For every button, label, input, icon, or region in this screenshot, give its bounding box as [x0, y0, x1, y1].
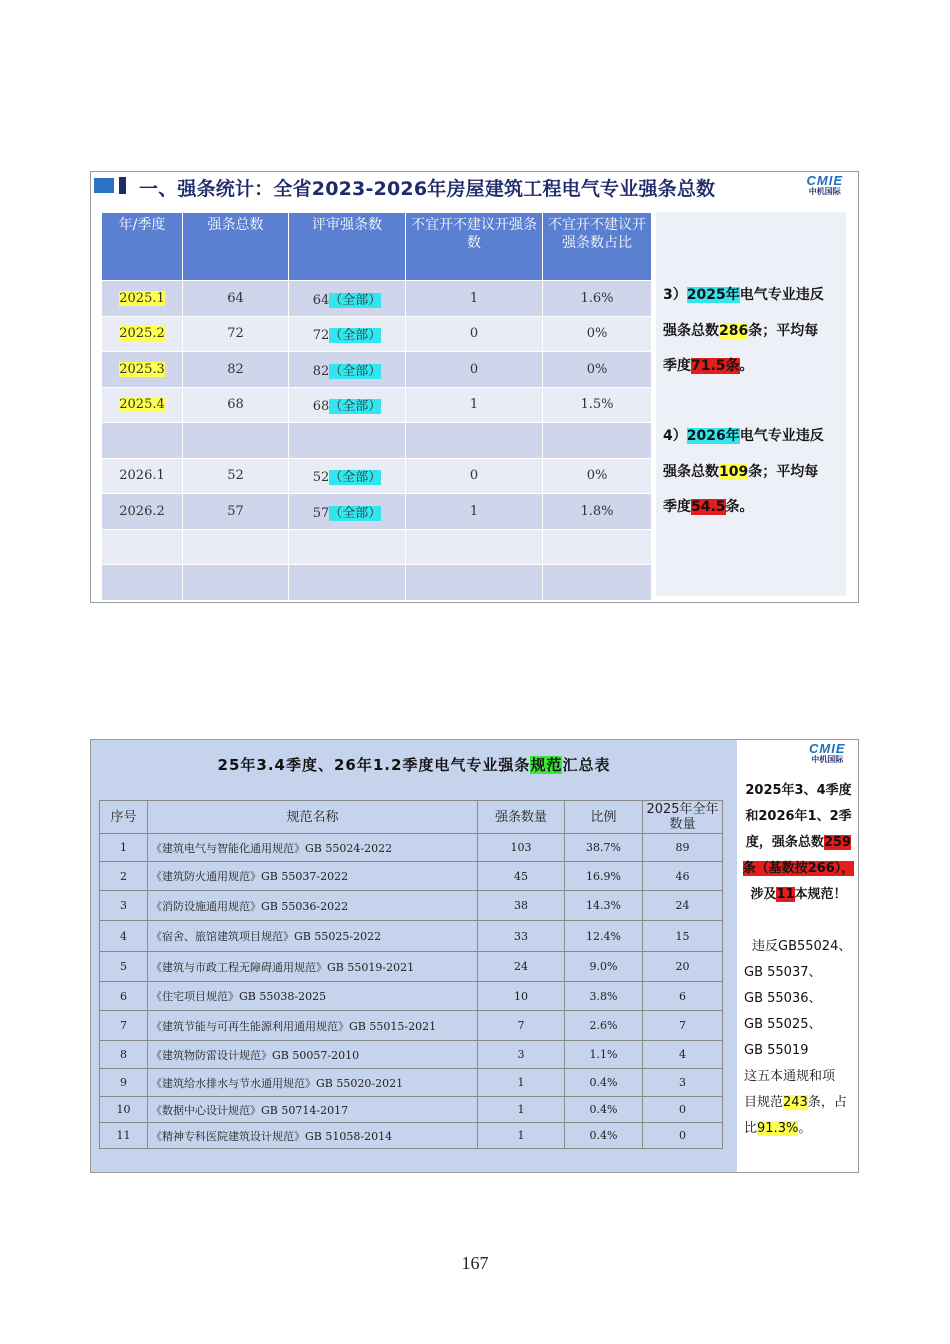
- table-header-row: [102, 213, 652, 281]
- violation-line-8: 比: [744, 1121, 758, 1136]
- cell-not-open: 0: [406, 316, 543, 352]
- col-header-count: 强条数量: [478, 801, 565, 834]
- cell-ratio: 0.4%: [565, 1123, 643, 1149]
- summary-2026-average: 54.5: [691, 499, 726, 515]
- cell-ratio: [543, 423, 652, 459]
- summary-line-4: 条（基数按266），: [742, 861, 855, 876]
- cell-ratio: 0%: [543, 316, 652, 352]
- cell-ratio: 14.3%: [565, 891, 643, 921]
- summary-2026-line3: 季度: [663, 499, 691, 515]
- cell-standard-name: 《精神专科医院建筑设计规范》GB 51058-2014: [148, 1123, 478, 1149]
- col-header-index: 序号: [100, 801, 148, 834]
- cell-index: 9: [100, 1069, 148, 1097]
- cell-reviewed: [289, 281, 406, 317]
- table-row: [102, 529, 652, 565]
- col-header-not-open-ratio: 不宜开不建议开强条数占比: [543, 213, 652, 281]
- cell-index: 4: [100, 921, 148, 952]
- slide2-title-end: 汇总表: [562, 756, 611, 774]
- cell-period: [102, 423, 183, 459]
- cell-count: 7: [478, 1011, 565, 1041]
- cell-ratio: 0.4%: [565, 1097, 643, 1123]
- table-row: [102, 316, 652, 352]
- cell-ratio: 1.6%: [543, 281, 652, 317]
- cell-not-open: [406, 529, 543, 565]
- cell-ratio: 1.8%: [543, 494, 652, 530]
- reviewed-count: 72: [312, 328, 330, 344]
- title-marker-bar: [119, 177, 126, 194]
- summary-2025-number: 3）: [663, 287, 687, 303]
- quarterly-stats-table: [101, 212, 652, 601]
- summary-2026-line2: 强条总数: [663, 463, 719, 480]
- cell-standard-name: 《住宅项目规范》GB 55038-2025: [148, 982, 478, 1011]
- slide-title: 一、强条统计：全省2023-2026年房屋建筑工程电气专业强条总数: [139, 178, 716, 200]
- table-row: [100, 862, 723, 891]
- cell-ratio: 9.0%: [565, 952, 643, 982]
- cell-ratio: [543, 529, 652, 565]
- col-header-total: 强条总数: [183, 213, 289, 281]
- reviewed-count: 82: [312, 363, 330, 379]
- reviewed-tag: （全部）: [329, 363, 382, 379]
- table-row: [100, 1069, 723, 1097]
- cell-count: 45: [478, 862, 565, 891]
- summary-total-count: 259: [823, 835, 852, 850]
- table-row: [100, 1041, 723, 1069]
- violation-line-5: GB 55019: [744, 1043, 809, 1058]
- col-header-reviewed: 评审强条数: [289, 213, 406, 281]
- cell-period: [102, 529, 183, 565]
- cell-index: 10: [100, 1097, 148, 1123]
- col-header-not-open: 不宜开不建议开强条数: [406, 213, 543, 281]
- cell-2025-count: 4: [643, 1041, 723, 1069]
- summary-2026-line1: 电气专业违反: [739, 428, 824, 444]
- summary-side-panel: [739, 740, 858, 1172]
- cell-count: 103: [478, 834, 565, 862]
- table-row: [100, 982, 723, 1011]
- col-header-period: 年/季度: [102, 213, 183, 281]
- cell-reviewed: [289, 494, 406, 530]
- cell-total: 57: [183, 494, 289, 530]
- summary-panel: [656, 212, 846, 596]
- cell-period: [102, 494, 183, 530]
- cell-2025-count: 3: [643, 1069, 723, 1097]
- cell-ratio: 3.8%: [565, 982, 643, 1011]
- cell-total: 64: [183, 281, 289, 317]
- summary-2025-line2-end: 条；平均每: [748, 322, 819, 339]
- cell-total: [183, 565, 289, 601]
- cell-period: [102, 316, 183, 352]
- period-label: 2025.2: [119, 326, 165, 342]
- violation-line-1: 违反GB55024、: [752, 939, 852, 954]
- cell-not-open: [406, 565, 543, 601]
- table-row: [102, 458, 652, 494]
- summary-2026-line3-end: 条。: [725, 499, 754, 515]
- cell-reviewed: [289, 458, 406, 494]
- cell-ratio: 0.4%: [565, 1069, 643, 1097]
- cell-total: 72: [183, 316, 289, 352]
- col-header-ratio: 比例: [565, 801, 643, 834]
- logo-subtext: 中机国际: [811, 755, 844, 764]
- cell-index: 5: [100, 952, 148, 982]
- summary-2025-line2: 强条总数: [663, 322, 719, 339]
- table-header-row: [100, 801, 723, 834]
- cell-ratio: 0%: [543, 352, 652, 388]
- table-row: [100, 1011, 723, 1041]
- summary-line-5: 涉及: [750, 887, 777, 902]
- cell-count: 33: [478, 921, 565, 952]
- cell-index: 8: [100, 1041, 148, 1069]
- cell-2025-count: 15: [643, 921, 723, 952]
- summary-line-5-end: 本规范！: [794, 887, 847, 902]
- cmie-logo: [809, 743, 846, 765]
- summary-2026-line2-end: 条；平均每: [748, 463, 819, 480]
- table-row: [100, 891, 723, 921]
- table-row: [102, 387, 652, 423]
- cell-ratio: 38.7%: [565, 834, 643, 862]
- cell-2025-count: 46: [643, 862, 723, 891]
- cell-index: 3: [100, 891, 148, 921]
- cell-2025-count: 20: [643, 952, 723, 982]
- cell-standard-name: 《建筑防火通用规范》GB 55037-2022: [148, 862, 478, 891]
- table-row: [102, 281, 652, 317]
- summary-table-panel: [91, 740, 737, 1172]
- reviewed-tag: （全部）: [329, 399, 382, 415]
- cell-2025-count: 6: [643, 982, 723, 1011]
- slide-strong-clause-statistics: [90, 171, 859, 603]
- summary-2025-line3-end: 。: [739, 358, 754, 374]
- cell-total: [183, 423, 289, 459]
- col-header-2025-count: 2025年全年数量: [643, 801, 723, 834]
- logo-subtext: 中机国际: [808, 187, 841, 196]
- summary-2025-line1: 电气专业违反: [739, 287, 824, 303]
- violation-line-3: GB 55036、: [744, 991, 822, 1006]
- cell-count: 3: [478, 1041, 565, 1069]
- reviewed-count: 52: [312, 470, 330, 486]
- cell-not-open: 1: [406, 387, 543, 423]
- violation-ratio: 91.3%: [757, 1121, 799, 1136]
- cell-count: 24: [478, 952, 565, 982]
- cell-ratio: 1.1%: [565, 1041, 643, 1069]
- cell-count: 1: [478, 1069, 565, 1097]
- cell-index: 2: [100, 862, 148, 891]
- summary-line-2: 和2026年1、2季: [745, 809, 852, 824]
- cell-standard-name: 《消防设施通用规范》GB 55036-2022: [148, 891, 478, 921]
- slide2-title-highlight: 规范: [530, 756, 563, 774]
- violation-line-7-end: 条，占: [807, 1095, 847, 1110]
- table-row: [102, 423, 652, 459]
- cell-not-open: 1: [406, 281, 543, 317]
- summary-standard-count: 11: [776, 887, 795, 902]
- cell-total: 68: [183, 387, 289, 423]
- cell-count: 1: [478, 1097, 565, 1123]
- slide-header: [91, 172, 858, 202]
- cell-count: 1: [478, 1123, 565, 1149]
- cell-ratio: 1.5%: [543, 387, 652, 423]
- title-marker-square: [94, 178, 114, 193]
- summary-2025: [663, 278, 824, 385]
- slide-standard-summary: [90, 739, 859, 1173]
- table-row: [100, 952, 723, 982]
- cell-index: 1: [100, 834, 148, 862]
- reviewed-tag: （全部）: [329, 292, 382, 308]
- cell-period: [102, 387, 183, 423]
- summary-line-1: 2025年3、4季度: [745, 783, 852, 798]
- cell-total: [183, 529, 289, 565]
- logo-text: CMIE: [809, 741, 846, 756]
- summary-2026: [663, 419, 824, 526]
- cell-2025-count: 0: [643, 1097, 723, 1123]
- violation-line-6: 这五本通规和项: [744, 1069, 836, 1084]
- cell-period: [102, 565, 183, 601]
- period-label: 2025.1: [119, 290, 165, 306]
- page-number: 167: [461, 1253, 489, 1273]
- slide2-title-start: 25年3.4季度、26年1.2季度电气专业强条: [217, 756, 531, 774]
- cell-2025-count: 24: [643, 891, 723, 921]
- period-label: 2025.4: [119, 397, 165, 413]
- table-row: [102, 494, 652, 530]
- cell-count: 38: [478, 891, 565, 921]
- summary-2025-line3: 季度: [663, 358, 691, 374]
- summary-2025-year: 2025年: [686, 287, 740, 303]
- violation-line-8-end: 。: [798, 1121, 812, 1136]
- violation-line-4: GB 55025、: [744, 1017, 822, 1032]
- cell-standard-name: 《宿舍、旅馆建筑项目规范》GB 55025-2022: [148, 921, 478, 952]
- violation-count: 243: [783, 1095, 808, 1110]
- standards-table: [99, 800, 723, 1149]
- table-row: [100, 834, 723, 862]
- cell-not-open: 0: [406, 352, 543, 388]
- cell-ratio: 12.4%: [565, 921, 643, 952]
- reviewed-tag: （全部）: [329, 470, 382, 486]
- period-label: 2026.2: [119, 503, 165, 519]
- cell-ratio: 16.9%: [565, 862, 643, 891]
- logo-text: CMIE: [806, 173, 843, 188]
- table-row: [100, 921, 723, 952]
- table-row: [102, 352, 652, 388]
- cell-total: 82: [183, 352, 289, 388]
- table-row: [100, 1123, 723, 1149]
- cell-ratio: [543, 565, 652, 601]
- summary-violation-text: [744, 934, 856, 1142]
- violation-line-2: GB 55037、: [744, 965, 822, 980]
- cmie-logo: [807, 175, 844, 197]
- summary-2026-count: 109: [719, 463, 749, 480]
- cell-not-open: 0: [406, 458, 543, 494]
- cell-ratio: 2.6%: [565, 1011, 643, 1041]
- table-row: [100, 1097, 723, 1123]
- violation-line-7: 目规范: [744, 1095, 784, 1110]
- cell-not-open: 1: [406, 494, 543, 530]
- cell-period: [102, 352, 183, 388]
- reviewed-count: 64: [312, 292, 330, 308]
- cell-reviewed: [289, 316, 406, 352]
- table-row: [102, 565, 652, 601]
- cell-not-open: [406, 423, 543, 459]
- summary-2026-number: 4）: [663, 428, 687, 444]
- summary-totals-text: [739, 778, 858, 908]
- summary-line-3: 度，强条总数: [745, 835, 824, 850]
- cell-reviewed: [289, 352, 406, 388]
- cell-reviewed: [289, 565, 406, 601]
- cell-standard-name: 《数据中心设计规范》GB 50714-2017: [148, 1097, 478, 1123]
- reviewed-count: 57: [312, 505, 330, 521]
- summary-2025-average: 71.5条: [691, 358, 740, 374]
- cell-index: 6: [100, 982, 148, 1011]
- reviewed-count: 68: [312, 399, 330, 415]
- cell-period: [102, 281, 183, 317]
- col-header-standard-name: 规范名称: [148, 801, 478, 834]
- cell-reviewed: [289, 529, 406, 565]
- cell-total: 52: [183, 458, 289, 494]
- period-label: 2026.1: [119, 468, 165, 484]
- summary-2026-year: 2026年: [686, 428, 740, 444]
- cell-standard-name: 《建筑物防雷设计规范》GB 50057-2010: [148, 1041, 478, 1069]
- cell-standard-name: 《建筑节能与可再生能源利用通用规范》GB 55015-2021: [148, 1011, 478, 1041]
- cell-index: 7: [100, 1011, 148, 1041]
- reviewed-tag: （全部）: [329, 328, 382, 344]
- cell-period: [102, 458, 183, 494]
- slide2-title: [91, 754, 737, 775]
- cell-2025-count: 0: [643, 1123, 723, 1149]
- cell-standard-name: 《建筑电气与智能化通用规范》GB 55024-2022: [148, 834, 478, 862]
- cell-2025-count: 7: [643, 1011, 723, 1041]
- cell-ratio: 0%: [543, 458, 652, 494]
- reviewed-tag: （全部）: [329, 505, 382, 521]
- cell-standard-name: 《建筑给水排水与节水通用规范》GB 55020-2021: [148, 1069, 478, 1097]
- summary-2025-count: 286: [719, 322, 749, 339]
- cell-2025-count: 89: [643, 834, 723, 862]
- cell-count: 10: [478, 982, 565, 1011]
- cell-reviewed: [289, 423, 406, 459]
- cell-index: 11: [100, 1123, 148, 1149]
- period-label: 2025.3: [119, 361, 165, 377]
- cell-standard-name: 《建筑与市政工程无障碍通用规范》GB 55019-2021: [148, 952, 478, 982]
- cell-reviewed: [289, 387, 406, 423]
